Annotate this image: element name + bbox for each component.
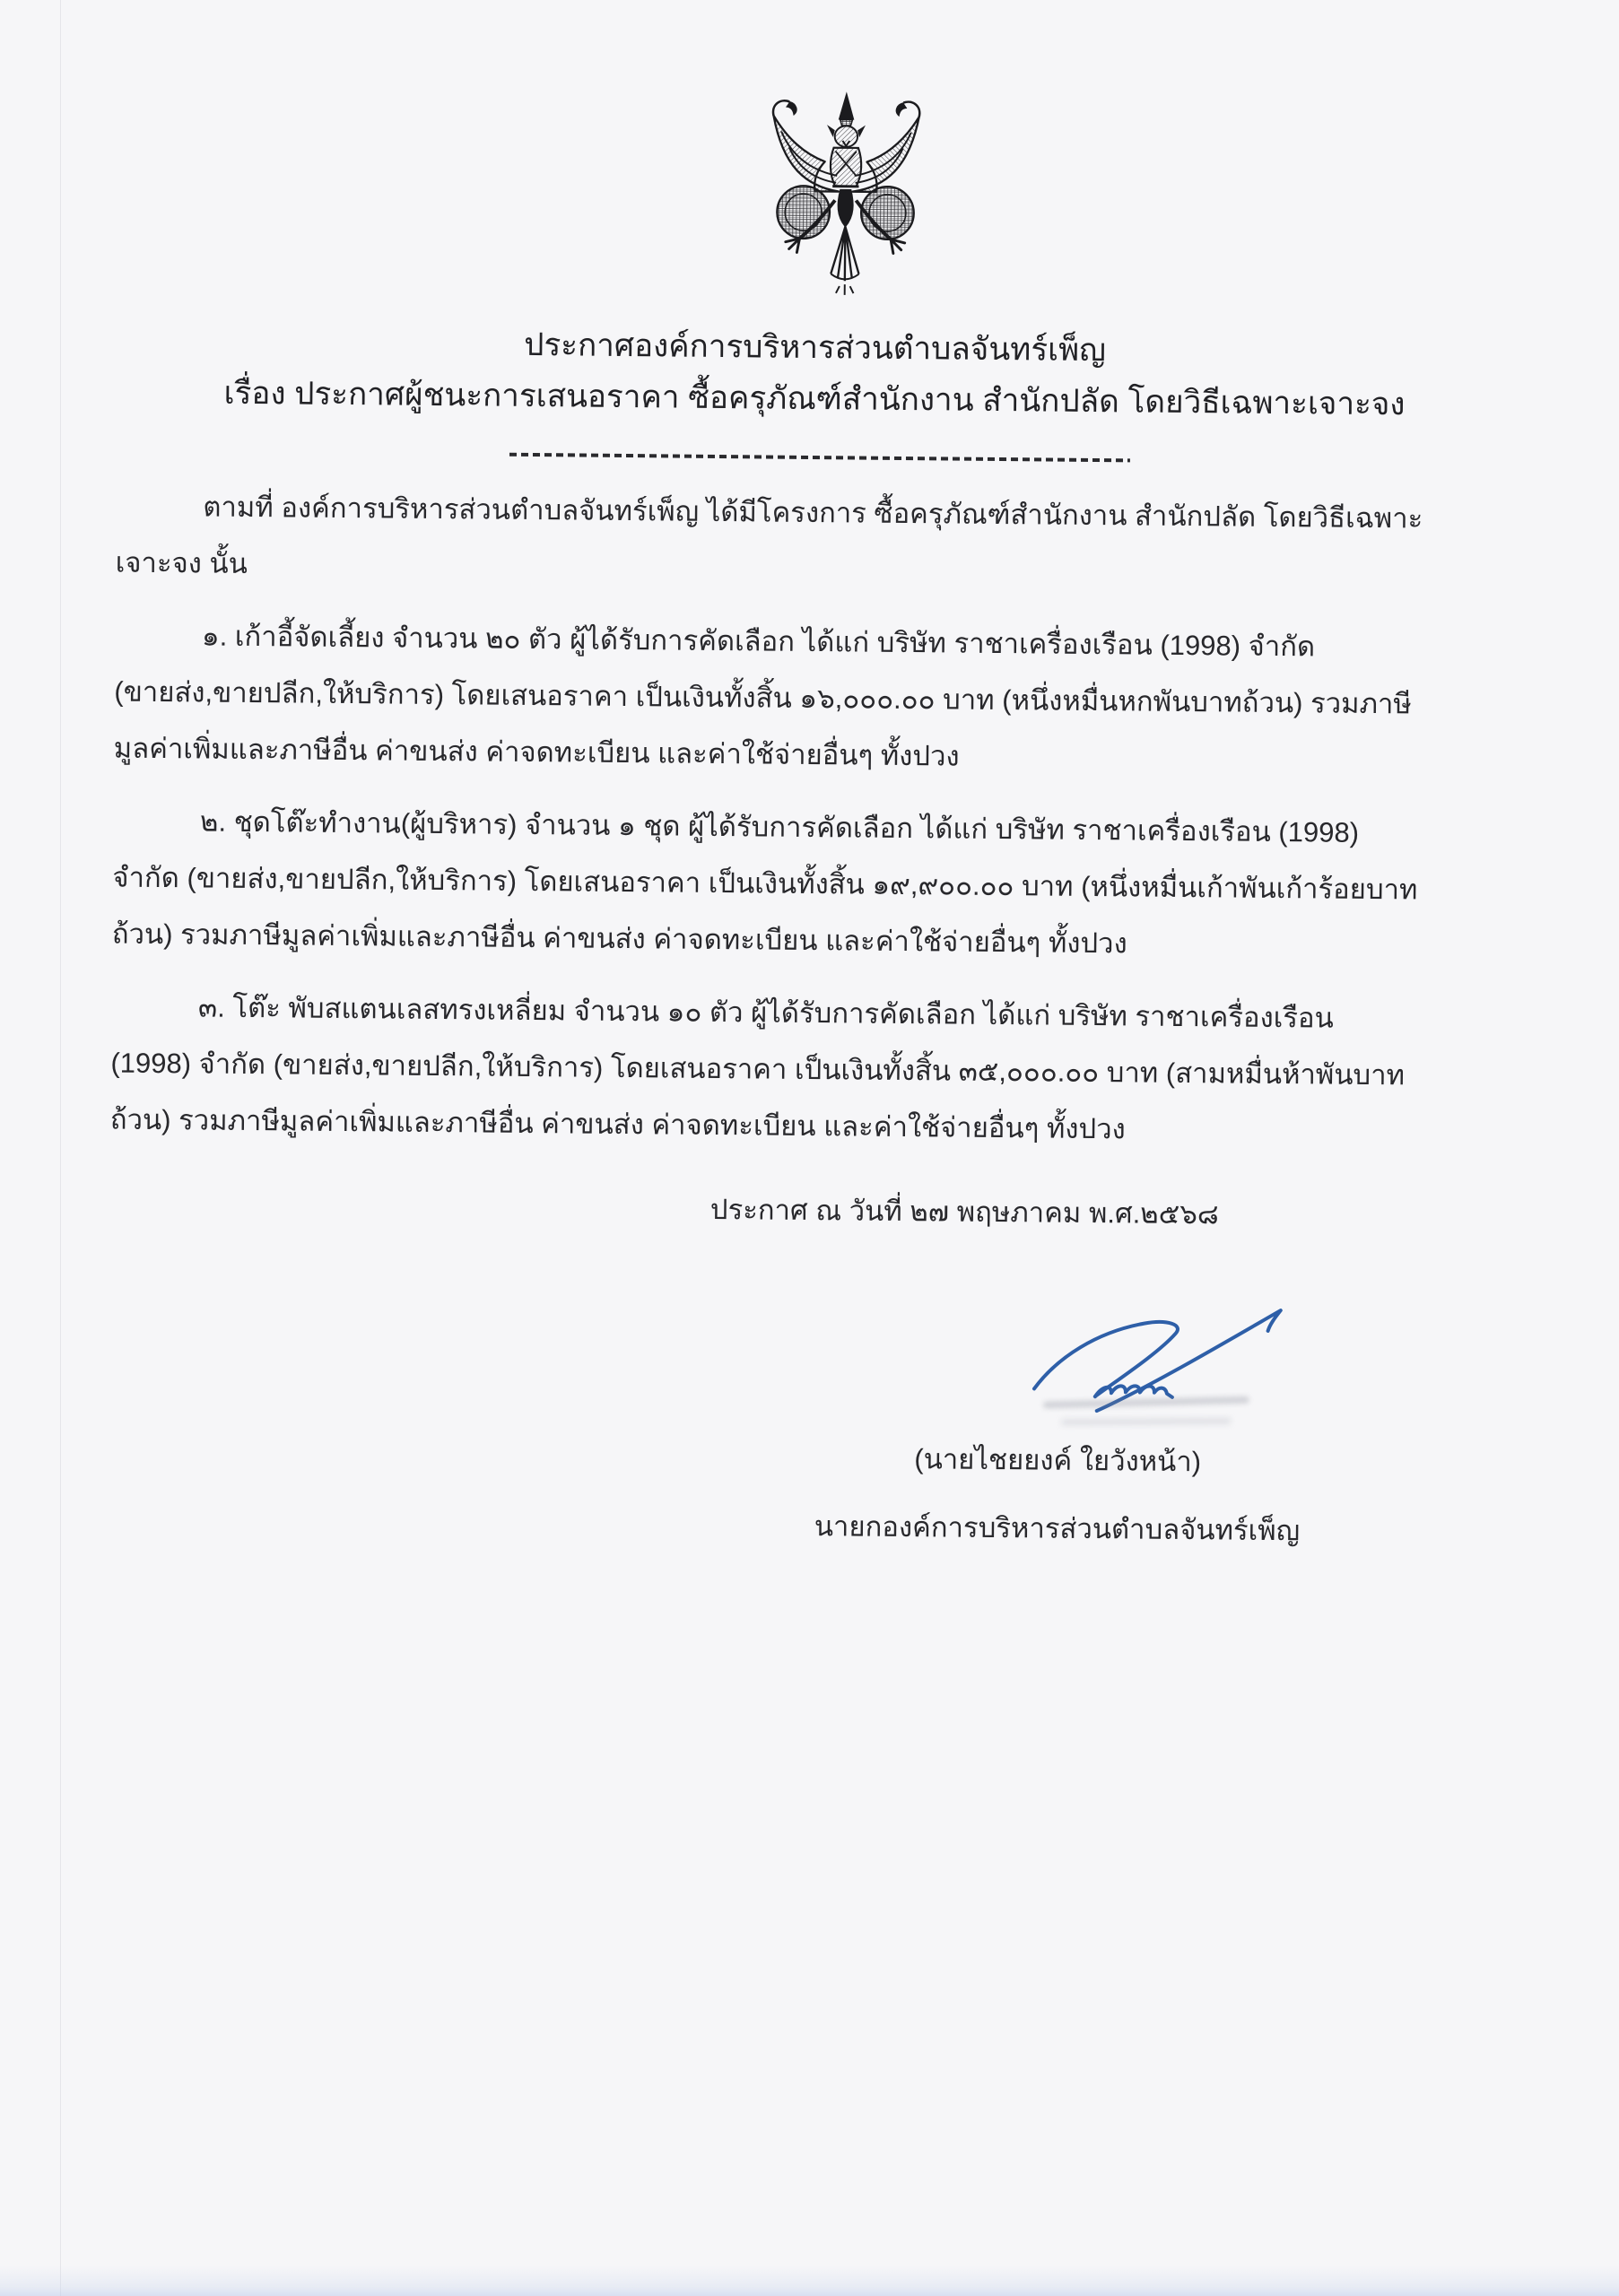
item-2-line: จำกัด (ขายส่ง,ขายปลีก,ให้บริการ) โดยเสนอราคา เป็นเงินทั้งสิ้น ๑๙,๙๐๐.๐๐ บาท (หนึ่งหมื่นเก้าพันเก้าร้อยบาท [112, 861, 1418, 906]
signer-title: นายกองค์การบริหารส่วนตำบลจันทร์เพ็ญ [814, 1510, 1301, 1547]
document-body [109, 478, 1423, 1160]
signature-ink [1006, 1300, 1303, 1438]
item-2-line: ๒. ชุดโต๊ะทำงาน(ผู้บริหาร) จำนวน ๑ ชุด ผู้ได้รับการคัดเลือก ได้แก่ บริษัท ราชาเครื่องเรือน (1998) [199, 805, 1360, 848]
faded-stamp-mark [1061, 1418, 1232, 1425]
document-header [4, 315, 1619, 432]
announce-date: ประกาศ ณ วันที่ ๒๗ พฤษภาคม พ.ศ.๒๕๖๘ [709, 1193, 1219, 1231]
announcement-title: ประกาศองค์การบริหารส่วนตำบลจันทร์เพ็ญ [524, 326, 1107, 369]
item-3-line: (1998) จำกัด (ขายส่ง,ขายปลีก,ให้บริการ) โดยเสนอราคา เป็นเงินทั้งสิ้น ๓๕,๐๐๐.๐๐ บาท (สามหมื่นห้าพันบาท [110, 1047, 1406, 1091]
item-2-line: ถ้วน) รวมภาษีมูลค่าเพิ่มและภาษีอื่น ค่าขนส่ง ค่าจดทะเบียน และค่าใช้จ่ายอื่นๆ ทั้งปวง [111, 918, 1127, 960]
item-1-line: (ขายส่ง,ขายปลีก,ให้บริการ) โดยเสนอราคา เป็นเงินทั้งสิ้น ๑๖,๐๐๐.๐๐ บาท (หนึ่งหมื่นหกพันบาทถ้วน) รวมภาษี [114, 675, 1413, 720]
dashed-divider [509, 453, 1130, 463]
item-3-line: ถ้วน) รวมภาษีมูลค่าเพิ่มและภาษีอื่น ค่าขนส่ง ค่าจดทะเบียน และค่าใช้จ่ายอื่นๆ ทั้งปวง [109, 1103, 1126, 1145]
announcement-subject: เรื่อง ประกาศผู้ชนะการเสนอราคา ซื้อครุภัณฑ์สำนักงาน สำนักปลัด โดยวิธีเฉพาะเจาะจง [223, 375, 1406, 422]
intro-line: เจาะจง นั้น [115, 546, 248, 579]
signer-name: (นายไชยยงค์ ใยวังหน้า) [914, 1443, 1202, 1478]
intro-line: ตามที่ องค์การบริหารส่วนตำบลจันทร์เพ็ญ ได้มีโครงการ ซื้อครุภัณฑ์สำนักงาน สำนักปลัด โดยวิธีเฉพาะ [203, 491, 1423, 535]
item-1-line: ๑. เก้าอี้จัดเลี้ยง จำนวน ๒๐ ตัว ผู้ได้รับการคัดเลือก ได้แก่ บริษัท ราชาเครื่องเรือน (1998) จำกัด [201, 620, 1316, 663]
item-3-line: ๓. โต๊ะ พับสแตนเลสทรงเหลี่ยม จำนวน ๑๐ ตัว ผู้ได้รับการคัดเลือก ได้แก่ บริษัท ราชาเครื่องเรือน [197, 991, 1334, 1034]
signer-block [781, 1439, 1333, 1552]
garuda-emblem-icon [747, 87, 943, 317]
scanner-bottom-edge [0, 2266, 1619, 2296]
scanner-line-artifact [60, 0, 61, 2296]
item-1-line: มูลค่าเพิ่มและภาษีอื่น ค่าขนส่ง ค่าจดทะเบียน และค่าใช้จ่ายอื่นๆ ทั้งปวง [113, 732, 960, 772]
